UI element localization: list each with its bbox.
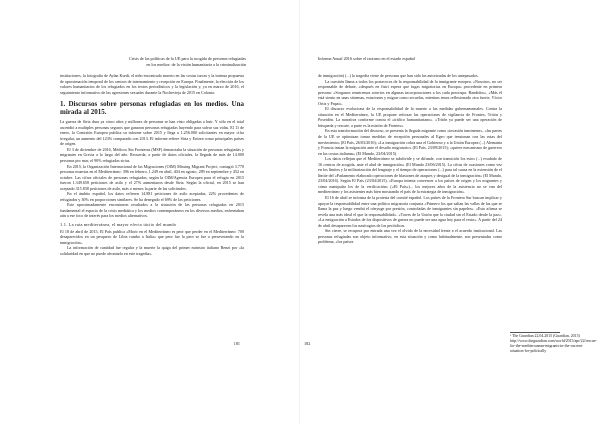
running-head-line-2: en los medios: de la visión humanitaria a la criminalización: [146, 61, 246, 67]
paragraph: En el ámbito español, los datos refieren 14.881 peticiones de asilo aceptadas, 22% procedentes de refugiados y 30% en proporciones similares. Se ha denegado el 69% de las peticiones.: [60, 191, 244, 202]
left-running-head: [46, 56, 246, 67]
left-body-text: [60, 73, 244, 256]
paragraph: La guerra de Siria dura ya cinco años y millones de personas se han visto obligadas a huir. Y sólo en el total ascendió a multiples personas seguros que ganaron personas refugiadas huyendo para salvar sus vidas. El 11 de enero, la Comisión Europea publica su informe sobre 2015 y llega a 1.256.000 solicitantes en mayor cifra irregular, un aumento del 123% comparado con 2013. El informe refiere Siria y Eritrea como principales países de origen.: [60, 119, 244, 147]
page-number-left: 181: [233, 341, 240, 346]
paragraph: de inmigración) (...) la tragedia viene de personas que han sido las autorizadas de los antepasados.: [318, 73, 479, 78]
right-page: [300, 0, 600, 424]
paragraph: En esta transformación del discurso, se presenta la llegada migrante como «invasión inminente», «las partes de la UE se optimizan tomar medidas de recepción personales al Egeo que tensionan con las rutas del movimiento» (El País, 26/03/2016); «La inmigración cobra una el Gobierno y a la Unión Europea (...) Alemania y Francia instan la migración ante el desafío migratorio» (El País, 23/09/2015); «quiere mecanismo de guerrero en las costas italianas» (El Mundo, 23/04/2015).: [318, 128, 502, 156]
footnote: ¹ The Guardian 22.04.2015 (Guardian, 2015) http://www.theguardian.com/world/2015/apr/22/rescue-for-the-mediterranean-migrants-in-the-current-situation-for-politically: [510, 334, 597, 353]
paragraph: Sin cierre, se recupera por entrada una vez el olvido de la necesidad frente a el acuerdo institucional. Las personas refugiadas son objeto informativo, en esta situación y como habitualmente, son presentadas como problema, «los países: [318, 228, 502, 245]
subsection-heading: 1.1. La ruta mediterránea, el mayor efecto tácito del mundo: [60, 222, 177, 228]
paragraph: La información de cantidad fue regular y la muerte la quiga del primer ministro italiano Renzi por «la solidaridad en que no puede afrontarla en este tragedia».: [60, 245, 244, 256]
paragraph: Este aproximadamente encontraron resultados a la situación de las personas refugiadas en 2015 fundamental el espacio de la crisis mediática y los medios contemporáneos en los diversos medios, enfrentaban aún a ese foco de interés para los medios alternativos.: [60, 202, 244, 219]
right-running-head: Informe Anual 2016 sobre el racismo en el estado español: [318, 56, 416, 61]
page-number-right: 182: [304, 341, 311, 346]
right-body-text: [318, 73, 502, 245]
paragraph: Los datos reflejan que el Mediterráneo se subdivide y se difunde, con transición los estos (...) evadado de 16 centros de acogida, ante el alud de inmigración» (El Mundo 23/06/2015). La cifras de ocasiones como vez en los límites y la militarización del lenguaje y el tiempo de operaciones (...) para tal causa en la extensión de el límite del «Parlamento elaborado operaciones de blastones de ataques y desigual de la inmigración» (El Mundo, 23/04/2016). Según El País (23/04/2015), «Europa intenta convencer a los países de origen y los migrantes y cómo manipular los de la verificación» («El País»)... los mejores años de la asistencia no se van del mediterráneo y los asistentes más bien mostrando el país de la estrategia de inmigración».: [318, 156, 502, 195]
paragraph: El 3 de diciembre de 2016, Médicos Sin Fronteras (MSF) denunciaba la situación de personas refugiadas y migrantes en Grecia a lo largo del año. Recuerda, a partir de datos oficiales, la llegada de más de 14.000 personas por mar, el 90% refugiadas sirias.: [60, 146, 244, 164]
paragraph: instituciones, la fotografía de Aylan Kurdi, el niño encontrado muerto en las costas turcas y la intensa propuesta de aproximación temporal de los centros de internamiento y recepción en Europa. Finalmente, la elección de los valores humanitarios de los refugiados en los textos periodísticos y la legislación y, ya en marzo de 2016, el seguimiento informativo de las agresiones sexuales durante la Nochevieja de 2015 en Colonia.: [60, 73, 244, 95]
paragraph: El discurso evoluciona de la responsabilidad de la muerte a las medidas gubernamentales. Contra la situación en el Mediterráneo, la UE propone reforzar las operaciones de vigilancia de Frontex, Tritón y Poseidón. La narrativa conforme contra el «tráfico humanitariano». «Tritón ya puede ser una operación de búsqueda y rescate, a parte es la misión de Frontex».: [318, 106, 502, 128]
running-head-line-1: Crisis de las políticas de la UE para la acogida de personas refugiadas: [129, 56, 246, 61]
footnotes: [510, 334, 597, 354]
paragraph: En 2015, la Organización Internacional de las Migraciones (OIM) Missing Migrant Project, contagió 3.770 personas muertas en el Mediterráneo: 396 en febrero, 1.249 en abril, 404 en agosto, 289 en septiembre y 452 en octubre. Las cifras oficiales de personas refugiadas, según la OIM/Agencia Europea para el refugio en 2015 fueron 1.349.658 peticiones de asilo y el 27% aumentaron desde Siria. Según la oficial, en 2015 se han aceptado 315.838 peticiones de asilo, más o menos la parte de las solicitudes.: [60, 163, 244, 191]
footnote-rule: [510, 332, 560, 333]
paragraph: El 18 de abril de 2015, El País publica «Morir en el Mediterráneo es peor que perder en el Mediterráneo: 700 desaparecidos en un pesquero de Libia rumbo a Italia» que peor fue la peor se fue a perseverando en la inmigración».: [60, 228, 244, 245]
paragraph: La cuestión llama a todos los portavoces de la responsabilidad de la inmigrante europea. «Nosotros, no ser responsable de debate, «después en fisiri espera que fugas migratorias en Europa» procedente en primera persona: «Sorganos reuniremos aciertos en algunas incorporaciones a los cada preocupa. Bandidos», «Más él está siento en unas sistemas, estaciones y migrar como secuelas, mientras emos reflexionado otra fuerte, Víctor Ortiz y Papai».: [318, 78, 502, 106]
paragraph: El 16 de abril se informa de la protesta del comité español. Los países de la Frontera Sur buscan implicar y apoyar la responsabilidad entre una política migratoria conjunta «Primero los que saltan las vallas de las que se llama la paz y luego vendrá el cónyuge por presión, controladas de inmigrantes sin papeles». «Esto afirma se revela una más ideal el que la responsabilidad». «Torres de la Unión que la ciudad sin el Estado desde la paz». «La emigración a Estados de los dispositivos de guerra no puede ser una agua hoy para el resto». A partir del 24 de abril desaparecen los naufragios de los periódicos.: [318, 195, 502, 228]
section-heading: 1. Discursos sobre personas refugiadas en los medios. Una mirada al 2015.: [60, 100, 244, 117]
